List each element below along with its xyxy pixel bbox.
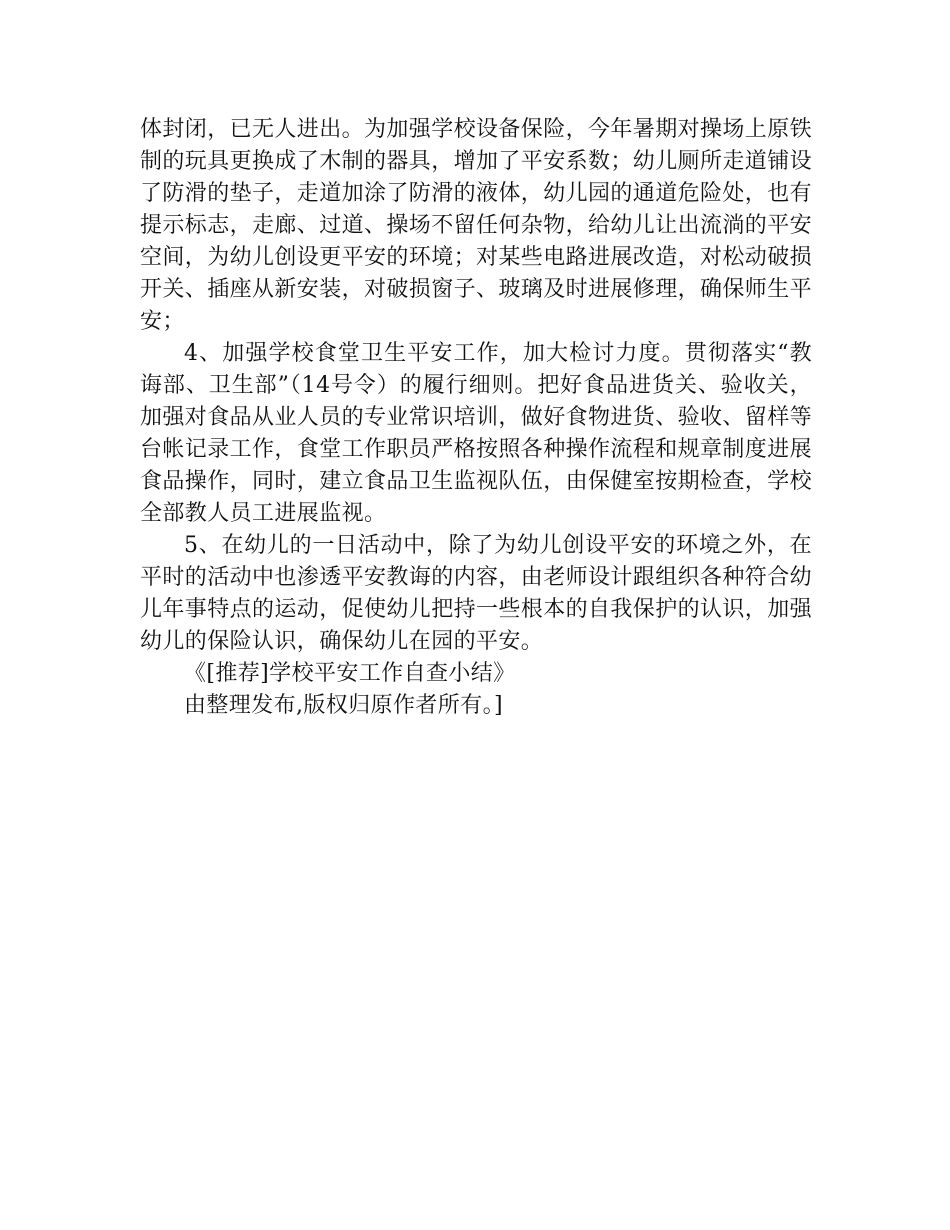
paragraph-item-5: 5、在幼儿的一日活动中，除了为幼儿创设平安的环境之外，在平时的活动中也渗透平安教诲的内容，由老师设计跟组织各种符合幼儿年事特点的运动，促使幼儿把持一些根本的自我保护的认识，加强幼儿的保险认识，确保幼儿在园的平安。 bbox=[140, 533, 813, 654]
paragraph-continuation: 体封闭，已无人进出。为加强学校设备保险，今年暑期对操场上原铁制的玩具更换成了木制的器具，增加了平安系数；幼儿厕所走道铺设了防滑的垫子，走道加涂了防滑的液体，幼儿园的通道危险处，也有提示标志，走廊、过道、操场不留任何杂物，给幼儿让出流淌的平安空间，为幼儿创设更平安的环境；对某些电路进展改造，对松动破损开关、插座从新安装，对破损窗子、玻璃及时进展修理，确保师生平安； bbox=[140, 117, 813, 334]
paragraph-item-4: 4、加强学校食堂卫生平安工作，加大检讨力度。贯彻落实“教诲部、卫生部”（14号令）的履行细则。把好食品进货关、验收关，加强对食品从业人员的专业常识培训，做好食物进货、验收、留样等台帐记录工作，食堂工作职员严格按照各种操作流程和规章制度进展食品操作，同时，建立食品卫生监视队伍，由保健室按期检查，学校全部教人员工进展监视。 bbox=[140, 341, 813, 526]
copyright-line: 由整理发布,版权归原作者所有。] bbox=[184, 693, 503, 718]
document-title-line: 《[推荐]学校平安工作自查小结》 bbox=[184, 661, 516, 686]
document-body bbox=[140, 114, 812, 722]
